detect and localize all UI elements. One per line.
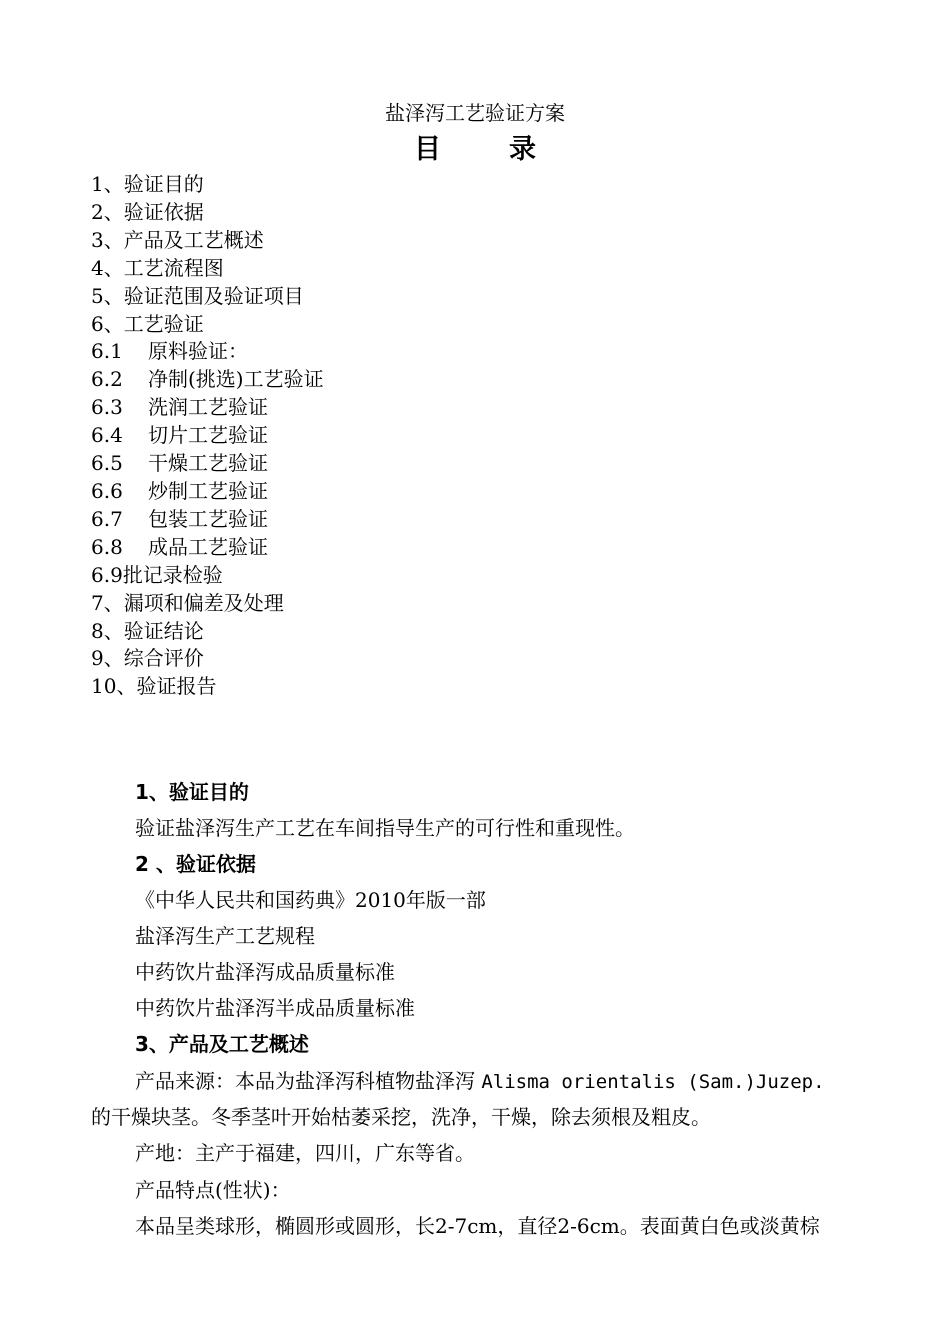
toc-item[interactable]: 6.1 原料验证：	[91, 339, 248, 364]
product-origin: 产地：主产于福建，四川，广东等省。	[135, 1141, 475, 1165]
table-of-contents	[91, 171, 324, 701]
document-title: 盐泽泻工艺验证方案	[385, 101, 565, 125]
section-1-text: 验证盐泽泻生产工艺在车间指导生产的可行性和重现性。	[135, 816, 635, 840]
product-source-continuation: 的干燥块茎。冬季茎叶开始枯萎采挖，洗净，干燥，除去须根及粗皮。	[91, 1105, 711, 1129]
toc-item[interactable]: 6.6 炒制工艺验证	[91, 478, 268, 503]
section-1-heading: 1、验证目的	[135, 780, 249, 804]
toc-item[interactable]: 4、工艺流程图	[91, 255, 224, 280]
toc-heading	[0, 132, 950, 168]
product-features-text: 本品呈类球形，椭圆形或圆形，长2-7cm，直径2-6cm。表面黄白色或淡黄棕	[135, 1214, 820, 1238]
reference-item: 中药饮片盐泽泻成品质量标准	[135, 960, 395, 984]
toc-item[interactable]: 9、综合评价	[91, 646, 204, 671]
section-3-heading: 3、产品及工艺概述	[135, 1032, 309, 1056]
reference-item: 中药饮片盐泽泻半成品质量标准	[135, 996, 415, 1020]
toc-item[interactable]: 6.5 干燥工艺验证	[91, 451, 268, 476]
latin-name: Alisma orientalis (Sam.)Juzep.	[481, 1071, 825, 1093]
toc-item[interactable]: 5、验证范围及验证项目	[91, 283, 304, 308]
section-2-heading: 2 、验证依据	[135, 852, 256, 876]
toc-heading-left: 目	[414, 134, 441, 165]
product-source-text: 产品来源：本品为盐泽泻科植物盐泽泻	[135, 1069, 482, 1093]
toc-item[interactable]: 6.9批记录检验	[91, 562, 223, 587]
toc-item[interactable]: 3、产品及工艺概述	[91, 227, 264, 252]
product-features-label: 产品特点(性状)：	[135, 1178, 291, 1202]
product-source-line	[135, 1067, 915, 1096]
toc-item[interactable]: 6.7 包装工艺验证	[91, 506, 268, 531]
reference-item: 盐泽泻生产工艺规程	[135, 924, 315, 948]
toc-item[interactable]: 1、验证目的	[91, 172, 204, 196]
toc-item[interactable]: 6.8 成品工艺验证	[91, 534, 268, 559]
reference-item: 《中华人民共和国药典》2010年版一部	[135, 888, 486, 912]
toc-item[interactable]: 6、工艺验证	[91, 311, 204, 336]
toc-item[interactable]: 6.4 切片工艺验证	[91, 423, 268, 448]
toc-item[interactable]: 10、验证报告	[91, 674, 217, 699]
toc-item[interactable]: 7、漏项和偏差及处理	[91, 590, 284, 615]
toc-item[interactable]: 6.2 净制(挑选)工艺验证	[91, 367, 324, 392]
toc-item[interactable]: 6.3 洗润工艺验证	[91, 395, 268, 420]
toc-item[interactable]: 8、验证结论	[91, 618, 204, 643]
toc-heading-right: 录	[509, 134, 536, 165]
toc-item[interactable]: 2、验证依据	[91, 199, 204, 224]
